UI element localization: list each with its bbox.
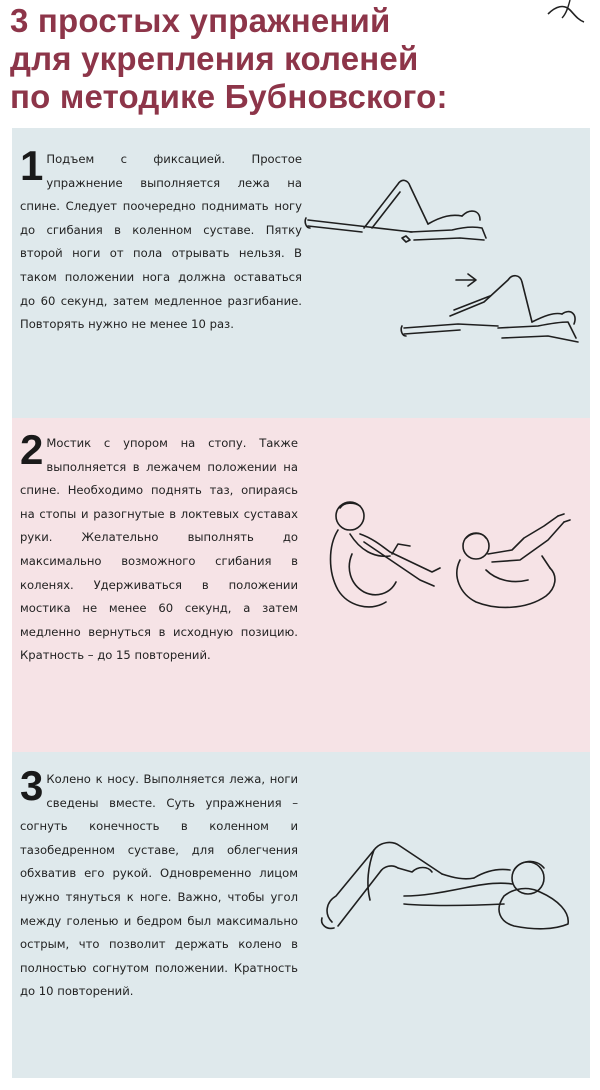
title-line-3: по методике Бубновского: [10,78,448,115]
exercise-3-text-block [20,762,298,1004]
header [0,0,600,128]
figure-rocking-icon [446,510,586,620]
exercise-3-number: 3 [20,762,44,809]
exercise-2-number: 2 [20,426,44,473]
title-line-1: 3 простых упражнений [10,2,391,39]
figure-knee-to-nose-icon [314,826,576,946]
exercise-2-description: Мостик с упором на стопу. Также выполняется в лежачем положении на спине. Необходимо поднять таз, опираясь на стопы и разогнутые в локтевых суставах руки. Желательно выполнять до максимально возможного сгибания в коленях. Удерживаться в положении мостика не менее 60 секунд, а затем медленно вернуться в исходную позицию. Кратность – до 15 повторений. [20,436,298,663]
page-title [10,2,530,116]
exercise-2-panel [12,418,590,752]
figure-lying-knee-bent-icon [302,168,492,258]
title-line-2: для укрепления коленей [10,40,419,77]
exercise-1-number: 1 [20,142,44,189]
exercise-3-description: Колено к носу. Выполняется лежа, ноги сведены вместе. Суть упражнения – согнуть конечность в коленном и тазобедренном суставе, для облегчения обхватив его рукой. Одновременно лицом нужно тянуться к ноге. Важно, чтобы угол между голенью и бедром был максимально острым, что позволит держать колено в полностью согнутом положении. Кратность до 10 повторений. [20,772,298,999]
exercise-1-text-block [20,142,302,337]
figure-knees-to-chest-icon [320,494,450,624]
figure-lying-leg-raise-icon [398,266,584,366]
exercise-3-panel [12,752,590,1078]
corner-brush-mark-icon [540,0,586,26]
exercise-1-panel [12,128,590,418]
exercise-1-description: Подъем с фиксацией. Простое упражнение выполняется лежа на спине. Следует поочередно поднимать ногу до сгибания в коленном суставе. Пятку второй ноги от пола отрывать нельзя. В таком положении нога должна оставаться до 60 секунд, затем медленное разгибание. Повторять нужно не менее 10 раз. [20,152,302,332]
exercise-2-text-block [20,426,298,668]
